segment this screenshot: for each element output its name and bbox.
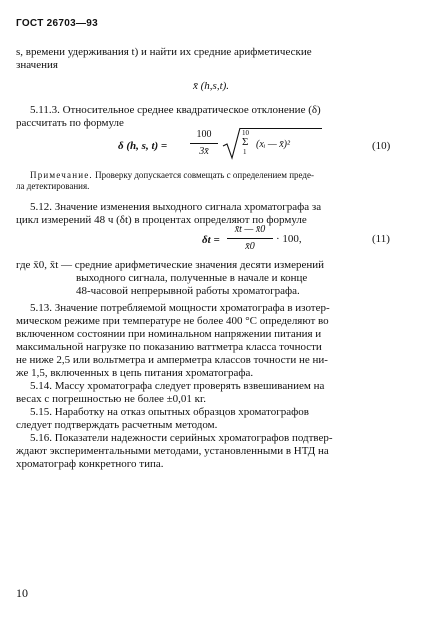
- eq10-term: (xᵢ — x̄)²: [256, 139, 291, 150]
- body-line-9: 5.15. Наработку на отказ опытных образцов хроматографов: [30, 406, 309, 418]
- note-line-1: [30, 170, 314, 181]
- note-line-2: ла детектирования.: [16, 181, 90, 191]
- section-5-12-line-2: цикл измерений 48 ч (δt) в процентах определяют по формуле: [16, 214, 307, 226]
- body-line-1: 5.13. Значение потребляемой мощности хроматографа в изотер-: [30, 302, 330, 314]
- section-5-12-line-1: 5.12. Значение изменения выходного сигнала хроматографа за: [30, 201, 322, 213]
- body-line-2: мическом режиме при температуре не более 400 °С определяют во: [16, 315, 329, 327]
- eq10-sum-sign: Σ: [242, 136, 249, 148]
- where-line-1: где x̄0, x̄t — средние арифметические значения десяти измерений: [16, 259, 325, 271]
- eq11-fraction-bar: [227, 238, 273, 239]
- eq11-denominator: x̄0: [245, 241, 255, 252]
- section-5-11-3-line-2: рассчитать по формуле: [16, 117, 124, 129]
- section-5-11-3-line-1: 5.11.3. Относительное среднее квадратическое отклонение (δ): [30, 104, 321, 116]
- eq11-rhs: · 100,: [276, 233, 302, 245]
- where-line-3: 48-часовой непрерывной работы хроматографа.: [76, 285, 300, 297]
- body-line-6: же 1,5, включенных в цепь питания хроматографа.: [16, 367, 254, 379]
- eq10-number: (10): [372, 140, 391, 152]
- body-line-10: следует подтверждать расчетным методом.: [16, 419, 218, 431]
- body-line-12: ждают экспериментальными методами, установленными в НТД на: [16, 445, 329, 457]
- eq10-lhs: δ (h, s, t) =: [118, 140, 168, 152]
- eq10-fraction-bar: [190, 143, 218, 144]
- mean-formula: x̄ (h,s,t).: [193, 80, 230, 92]
- eq10-sum-upper: 10: [242, 129, 249, 137]
- sqrt-overline: [240, 128, 322, 129]
- body-line-13: хроматограф конкретного типа.: [16, 458, 164, 470]
- eq11-numerator: x̄t — x̄0: [234, 224, 266, 235]
- eq10-sum-lower: 1: [243, 148, 247, 156]
- body-line-7: 5.14. Массу хроматографа следует проверять взвешиванием на: [30, 380, 325, 392]
- eq11-lhs: δt =: [202, 234, 220, 246]
- intro-line-2: значения: [16, 59, 58, 71]
- body-line-3: включенном состоянии при номинальном напряжении питания и: [16, 328, 322, 340]
- intro-line-1: s, времени удерживания t) и найти их средние арифметические: [16, 46, 312, 58]
- note-label: Примечание.: [30, 170, 93, 180]
- note-text-1: Проверку допускается совмещать с определением преде-: [95, 170, 314, 180]
- sqrt-sign-icon: [222, 126, 242, 160]
- body-line-8: весах с погрешностью не более ±0,01 кг.: [16, 393, 207, 405]
- page-header: ГОСТ 26703—93: [16, 18, 99, 29]
- eq10-numerator: 100: [196, 129, 212, 140]
- body-line-5: не ниже 2,5 или вольтметра и амперметра классов точности не ни-: [16, 354, 328, 366]
- body-line-11: 5.16. Показатели надежности серийных хроматографов подтвер-: [30, 432, 333, 444]
- eq11-number: (11): [372, 233, 390, 245]
- where-line-2: выходного сигнала, полученные в начале и конце: [76, 272, 308, 284]
- eq10-denominator: 3x̄: [199, 146, 209, 157]
- body-line-4: максимальной нагрузке по показанию ваттметра класса точности: [16, 341, 322, 353]
- page-number: 10: [16, 586, 28, 600]
